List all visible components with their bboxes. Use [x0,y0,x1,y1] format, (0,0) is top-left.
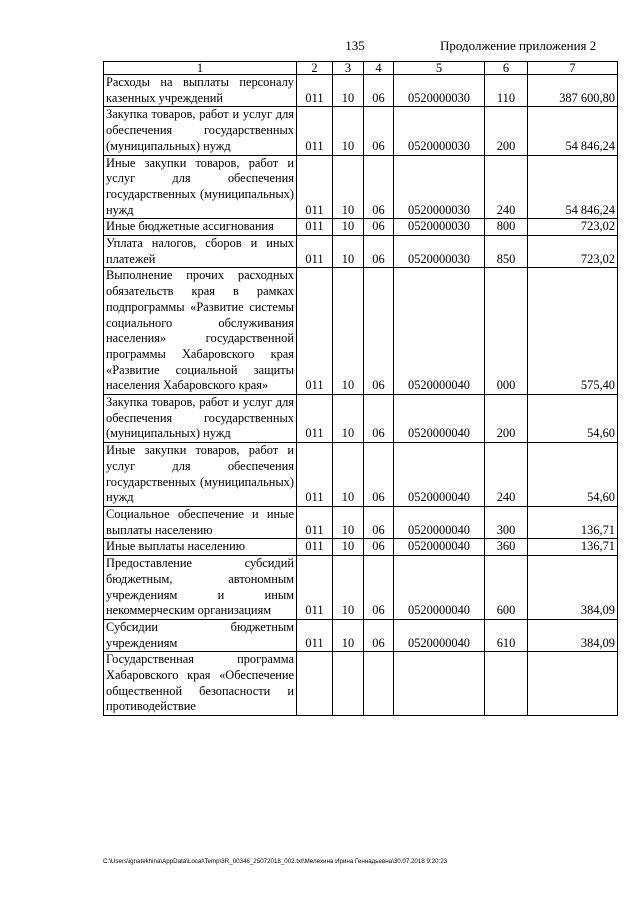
row-expense-type: 610 [485,619,528,651]
row-ministry-code: 011 [297,155,333,219]
table-row [104,75,618,107]
row-amount: 384,09 [528,619,618,651]
table-row [104,107,618,155]
row-subsection-code: 06 [364,75,394,107]
row-amount: 54 846,24 [528,107,618,155]
row-subsection-code: 06 [364,619,394,651]
row-target-article: 0520000030 [394,155,485,219]
row-name: Государственная программа Хабаровского края «Обеспечение общественной безопасности и противодействие [104,652,297,716]
row-amount: 54 846,24 [528,155,618,219]
table-row [104,619,618,651]
row-section-code: 10 [333,556,364,620]
row-subsection-code: 06 [364,556,394,620]
row-amount [528,652,618,716]
row-target-article: 0520000040 [394,619,485,651]
row-section-code: 10 [333,236,364,268]
row-subsection-code: 06 [364,155,394,219]
row-ministry-code: 011 [297,443,333,507]
col-header-7: 7 [528,62,618,75]
row-name: Выполнение прочих расходных обязательств края в рамках подпрограммы «Развитие системы социального обслуживания населения» государственной программы Хабаровского края «Развитие социальной защиты населения Хабаровского края» [104,268,297,395]
row-amount: 384,09 [528,556,618,620]
row-expense-type: 110 [485,75,528,107]
row-subsection-code: 06 [364,539,394,556]
row-name: Иные закупки товаров, работ и услуг для обеспечения государственных (муниципальных) нужд [104,155,297,219]
row-section-code: 10 [333,268,364,395]
row-expense-type: 000 [485,268,528,395]
row-ministry-code: 011 [297,506,333,538]
row-ministry-code [297,652,333,716]
row-ministry-code: 011 [297,107,333,155]
row-expense-type: 200 [485,395,528,443]
continuation-label: Продолжение приложения 2 [440,38,597,53]
row-section-code: 10 [333,506,364,538]
row-expense-type: 600 [485,556,528,620]
row-target-article: 0520000040 [394,395,485,443]
row-target-article: 0520000040 [394,539,485,556]
row-name: Иные закупки товаров, работ и услуг для обеспечения государственных (муниципальных) нужд [104,443,297,507]
row-amount: 723,02 [528,219,618,236]
budget-table [103,61,618,716]
row-amount: 54,60 [528,443,618,507]
row-section-code: 10 [333,619,364,651]
row-target-article: 0520000040 [394,268,485,395]
row-section-code: 10 [333,155,364,219]
table-row [104,443,618,507]
table-header-row [104,62,618,75]
row-target-article: 0520000030 [394,107,485,155]
row-name: Закупка товаров, работ и услуг для обеспечения государственных (муниципальных) нужд [104,107,297,155]
row-section-code: 10 [333,219,364,236]
row-target-article: 0520000030 [394,219,485,236]
row-name: Уплата налогов, сборов и иных платежей [104,236,297,268]
row-expense-type: 300 [485,506,528,538]
row-section-code [333,652,364,716]
row-target-article: 0520000040 [394,506,485,538]
row-name: Предоставление субсидий бюджетным, автономным учреждениям и иным некоммерческим организациям [104,556,297,620]
row-name: Закупка товаров, работ и услуг для обеспечения государственных (муниципальных) нужд [104,395,297,443]
row-name: Иные выплаты населению [104,539,297,556]
row-section-code: 10 [333,395,364,443]
row-amount: 723,02 [528,236,618,268]
row-section-code: 10 [333,75,364,107]
row-subsection-code: 06 [364,506,394,538]
table-row [104,539,618,556]
footer-file-path: C:\Users\ignatekhina\AppData\Local\Temp\3R_00346_25072018_002.txt\Мелехина Ирина Геннадьевна\30.07.2018 9:20:23 [103,858,448,865]
table-row [104,268,618,395]
row-expense-type: 200 [485,107,528,155]
row-target-article: 0520000030 [394,75,485,107]
row-name: Социальное обеспечение и иные выплаты населению [104,506,297,538]
table-row [104,506,618,538]
row-expense-type: 800 [485,219,528,236]
row-amount: 387 600,80 [528,75,618,107]
row-expense-type [485,652,528,716]
row-ministry-code: 011 [297,395,333,443]
row-ministry-code: 011 [297,268,333,395]
row-ministry-code: 011 [297,539,333,556]
row-subsection-code: 06 [364,236,394,268]
row-subsection-code: 06 [364,107,394,155]
row-subsection-code: 06 [364,395,394,443]
row-ministry-code: 011 [297,219,333,236]
row-section-code: 10 [333,107,364,155]
col-header-3: 3 [333,62,364,75]
table-row [104,219,618,236]
col-header-4: 4 [364,62,394,75]
row-amount: 54,60 [528,395,618,443]
row-subsection-code [364,652,394,716]
row-name: Расходы на выплаты персоналу казенных учреждений [104,75,297,107]
table-row [104,236,618,268]
col-header-2: 2 [297,62,333,75]
row-section-code: 10 [333,539,364,556]
row-ministry-code: 011 [297,75,333,107]
row-ministry-code: 011 [297,556,333,620]
row-name: Субсидии бюджетным учреждениям [104,619,297,651]
row-expense-type: 240 [485,155,528,219]
row-target-article: 0520000030 [394,236,485,268]
row-name: Иные бюджетные ассигнования [104,219,297,236]
row-ministry-code: 011 [297,619,333,651]
row-expense-type: 850 [485,236,528,268]
row-expense-type: 360 [485,539,528,556]
col-header-5: 5 [394,62,485,75]
row-ministry-code: 011 [297,236,333,268]
table-row [104,155,618,219]
row-amount: 575,40 [528,268,618,395]
col-header-1: 1 [104,62,297,75]
row-amount: 136,71 [528,539,618,556]
row-subsection-code: 06 [364,219,394,236]
col-header-6: 6 [485,62,528,75]
row-subsection-code: 06 [364,268,394,395]
row-section-code: 10 [333,443,364,507]
page-number: 135 [345,38,365,53]
row-expense-type: 240 [485,443,528,507]
row-target-article: 0520000040 [394,443,485,507]
row-target-article: 0520000040 [394,556,485,620]
table-row [104,652,618,716]
row-target-article [394,652,485,716]
table-row [104,395,618,443]
table-row [104,556,618,620]
row-subsection-code: 06 [364,443,394,507]
row-amount: 136,71 [528,506,618,538]
